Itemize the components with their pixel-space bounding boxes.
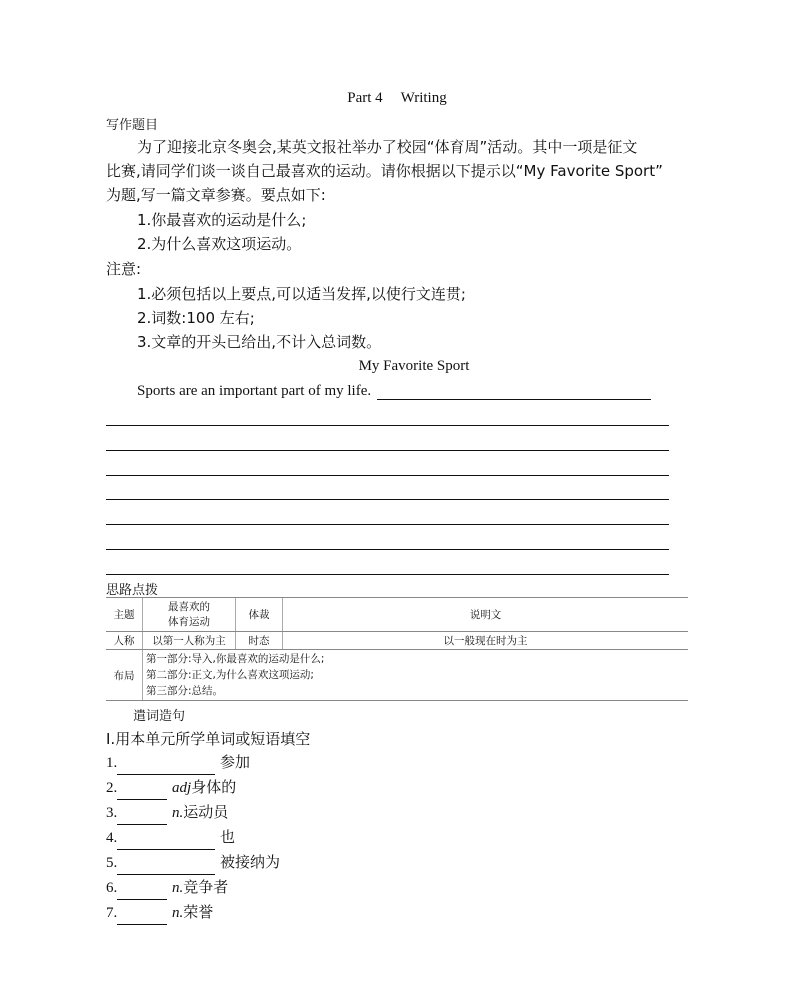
blank-item [106,900,213,925]
plan-key: 时态 [236,632,283,650]
blank-item [106,850,280,875]
blank-item [106,825,235,850]
plan-row-layout [106,650,688,701]
plan-key: 主题 [106,598,143,632]
blank-item [106,750,250,775]
blank-number: 4. [106,830,118,846]
blank-meaning: 参加 [220,753,251,771]
plan-value: 以一般现在时为主 [283,632,689,650]
plan-value [143,650,689,701]
page-title [0,90,794,107]
plan-value: 说明文 [283,598,689,632]
blank-number: 2. [106,780,118,796]
hint-label: 思路点拨 [106,583,159,598]
plan-key: 体裁 [236,598,283,632]
blank-item [106,875,228,900]
plan-value [143,598,236,632]
plan-value-line: 体育运动 [168,615,210,628]
plan-table [106,597,688,701]
blank-item [106,775,236,800]
answer-blank[interactable] [117,908,167,925]
task-label: 写作题目 [106,118,159,133]
point-2: 2.为什么喜欢这项运动。 [137,235,302,253]
prompt-line-1: 为了迎接北京冬奥会,某英文报社举办了校园“体育周”活动。其中一项是征文 [137,138,638,156]
blank-pos: adj [172,780,192,796]
notice-3: 3.文章的开头已给出,不计入总词数。 [137,333,382,351]
blank-pos: n. [172,905,184,921]
blank-meaning: 也 [220,828,236,846]
prompt-line-2: 比赛,请同学们谈一谈自己最喜欢的运动。请你根据以下提示以“My Favorite Sport” [106,162,663,180]
answer-blank[interactable] [117,833,215,850]
blank-number: 3. [106,805,118,821]
writing-line[interactable] [106,524,669,525]
answer-blank[interactable] [117,783,167,800]
plan-key: 布局 [106,650,143,701]
essay-first-line-blank[interactable] [377,383,651,400]
notice-1: 1.必须包括以上要点,可以适当发挥,以使行文连贯; [137,285,466,303]
plan-value-line: 最喜欢的 [168,600,210,613]
part-number: Part 4 [347,90,383,106]
answer-blank[interactable] [117,883,167,900]
essay-title: My Favorite Sport [358,358,470,374]
blank-pos: n. [172,880,184,896]
answer-blank[interactable] [117,758,215,775]
section-title: Ⅰ.用本单元所学单词或短语填空 [106,730,311,748]
notice-2: 2.词数:100 左右; [137,309,255,327]
notice-label: 注意: [106,260,142,278]
writing-line[interactable] [106,450,669,451]
answer-blank[interactable] [117,808,167,825]
blank-pos: n. [172,805,184,821]
plan-layout-line: 第二部分:正文,为什么喜欢这项运动; [146,669,314,681]
essay-start-text: Sports are an important part of my life. [137,383,372,399]
plan-layout-line: 第三部分:总结。 [146,685,224,697]
plan-row-topic [106,598,688,632]
plan-value: 以第一人称为主 [143,632,236,650]
writing-line[interactable] [106,499,669,500]
writing-line[interactable] [106,475,669,476]
blank-meaning: 被接纳为 [220,853,281,871]
blank-number: 5. [106,855,118,871]
writing-line[interactable] [106,574,669,575]
blank-item [106,800,228,825]
vocab-label: 遣词造句 [133,709,186,724]
plan-key: 人称 [106,632,143,650]
blank-meaning: 身体的 [191,778,237,796]
blank-number: 7. [106,905,118,921]
plan-row-person [106,632,688,650]
plan-layout-line: 第一部分:导入,你最喜欢的运动是什么; [146,653,325,665]
blank-meaning: 竞争者 [183,878,229,896]
essay-start [137,383,651,400]
blank-meaning: 运动员 [183,803,229,821]
writing-line[interactable] [106,425,669,426]
writing-line[interactable] [106,549,669,550]
answer-blank[interactable] [117,858,215,875]
part-name: Writing [400,90,447,106]
blank-number: 6. [106,880,118,896]
blank-number: 1. [106,755,118,771]
point-1: 1.你最喜欢的运动是什么; [137,211,307,229]
blank-meaning: 荣誉 [183,903,214,921]
prompt-line-3: 为题,写一篇文章参赛。要点如下: [106,186,326,204]
